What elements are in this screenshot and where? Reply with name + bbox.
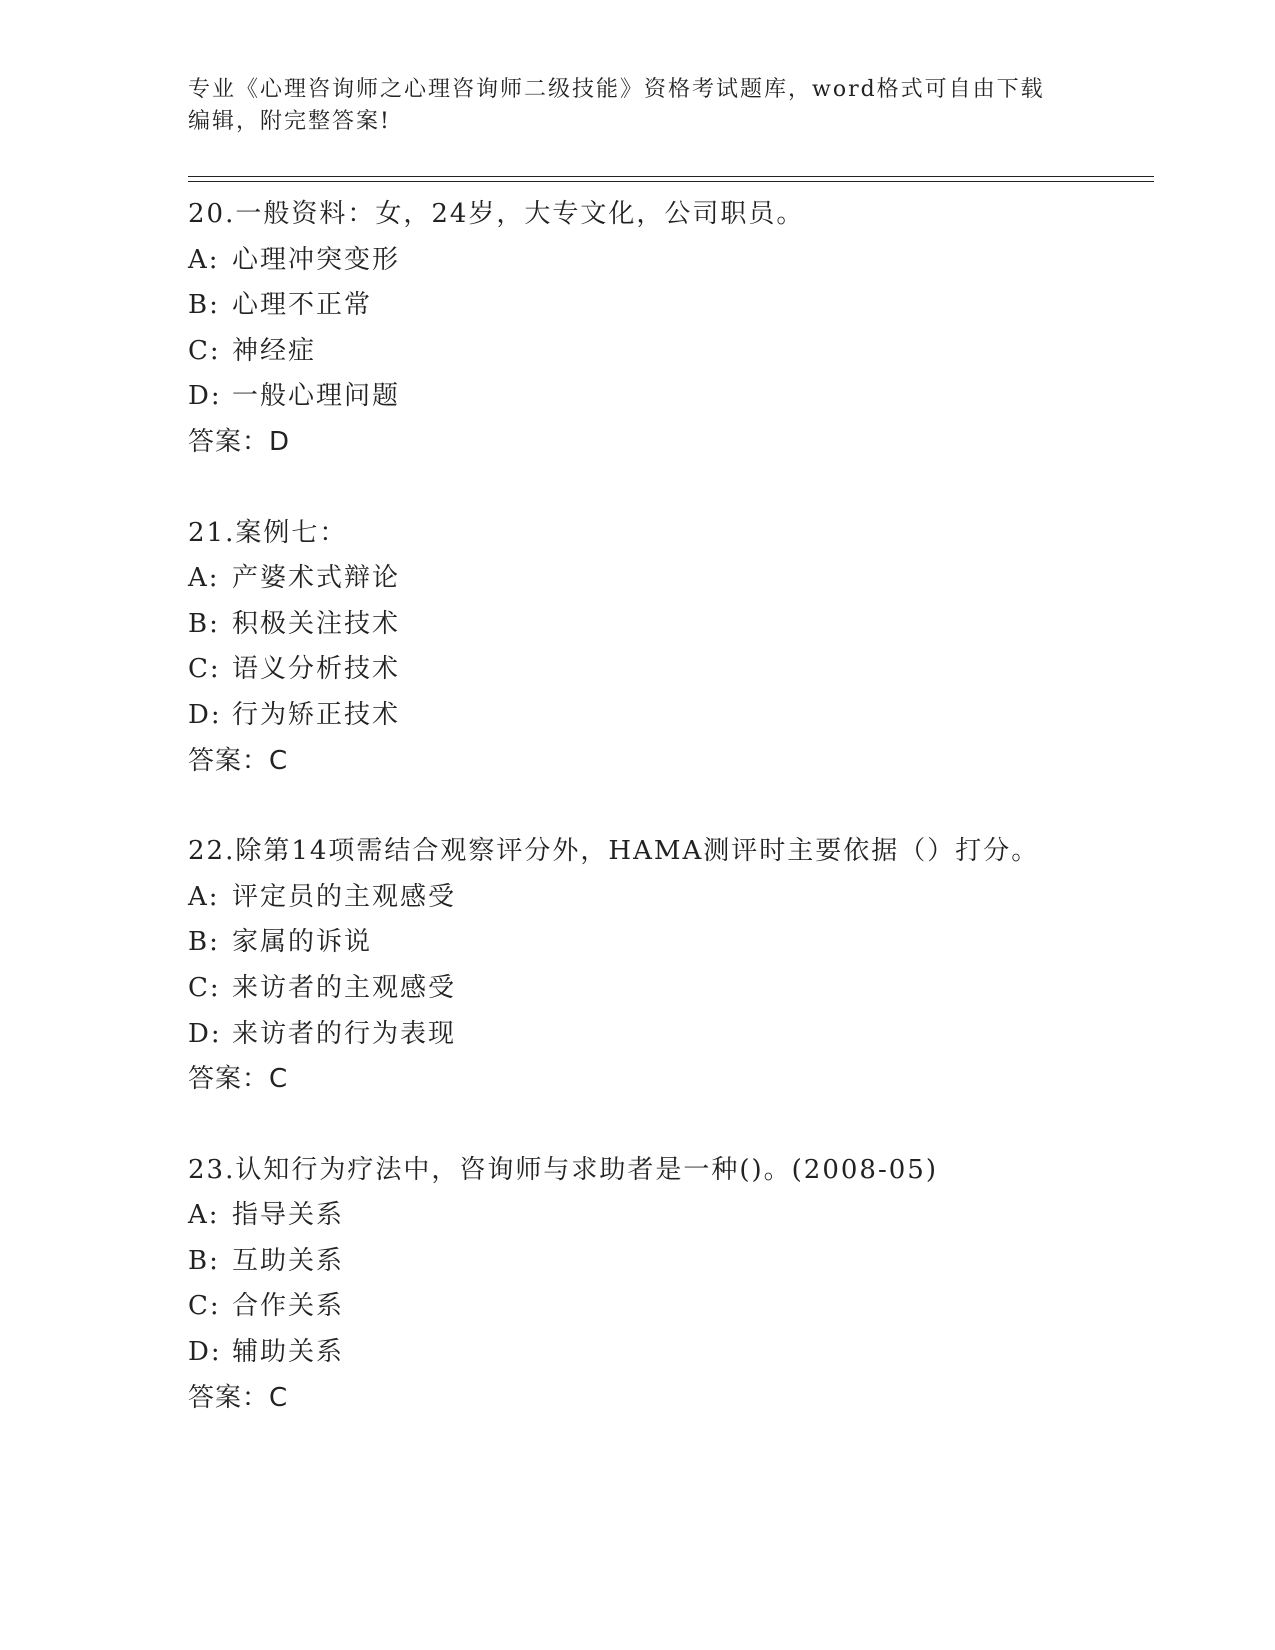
option-text: 指导关系 xyxy=(232,1200,345,1231)
question-22 xyxy=(188,829,1154,1103)
option-letter: B: xyxy=(188,927,220,958)
option-text: 产婆术式辩论 xyxy=(232,563,401,594)
header-divider-bottom xyxy=(188,181,1154,182)
question-stem: 22.除第14项需结合观察评分外，HAMA测评时主要依据（）打分。 xyxy=(188,836,1040,867)
document-header xyxy=(188,74,1068,138)
option-letter: C: xyxy=(188,972,221,1003)
option-b xyxy=(188,283,1154,329)
option-letter: A: xyxy=(188,563,220,594)
option-text: 家属的诉说 xyxy=(232,927,373,958)
option-letter: B: xyxy=(188,608,220,639)
option-letter: B: xyxy=(188,1245,220,1276)
question-21 xyxy=(188,511,1154,785)
option-text: 一般心理问题 xyxy=(232,381,401,412)
option-text: 评定员的主观感受 xyxy=(232,881,457,912)
option-b xyxy=(188,602,1154,648)
option-d xyxy=(188,374,1154,420)
option-letter: A: xyxy=(188,881,220,912)
option-d xyxy=(188,1330,1154,1376)
option-letter: C: xyxy=(188,1291,221,1322)
question-stem: 20.一般资料：女，24岁，大专文化，公司职员。 xyxy=(188,199,805,229)
option-text: 心理冲突变形 xyxy=(232,244,401,275)
answer-line: 答案：C xyxy=(188,1382,289,1413)
option-c xyxy=(188,329,1154,375)
option-letter: D: xyxy=(188,699,222,730)
option-text: 神经症 xyxy=(232,335,317,366)
question-stem: 21.案例七： xyxy=(188,517,348,548)
option-text: 心理不正常 xyxy=(232,290,373,321)
question-stem: 23.认知行为疗法中，咨询师与求助者是一种()。(2008-05) xyxy=(188,1154,938,1185)
header-line-2: 编辑，附完整答案! xyxy=(188,109,391,134)
answer-line: 答案：C xyxy=(188,1064,289,1095)
option-letter: D: xyxy=(188,1337,222,1368)
option-b xyxy=(188,920,1154,966)
option-letter: D: xyxy=(188,381,222,412)
option-a xyxy=(188,556,1154,602)
question-20 xyxy=(188,192,1154,466)
option-text: 来访者的主观感受 xyxy=(232,972,457,1003)
option-a xyxy=(188,1193,1154,1239)
option-d xyxy=(188,693,1154,739)
question-23 xyxy=(188,1148,1154,1422)
option-a xyxy=(188,875,1154,921)
option-text: 语义分析技术 xyxy=(232,654,401,685)
option-letter: B: xyxy=(188,290,220,321)
option-c xyxy=(188,966,1154,1012)
answer-line: 答案：C xyxy=(188,745,289,776)
option-letter: A: xyxy=(188,1200,220,1231)
option-text: 辅助关系 xyxy=(232,1337,345,1368)
option-text: 行为矫正技术 xyxy=(232,699,401,730)
option-b xyxy=(188,1239,1154,1285)
option-a xyxy=(188,238,1154,284)
header-divider-top xyxy=(188,176,1154,177)
option-letter: D: xyxy=(188,1018,222,1049)
option-text: 来访者的行为表现 xyxy=(232,1018,457,1049)
option-c xyxy=(188,647,1154,693)
option-letter: C: xyxy=(188,335,221,366)
option-text: 互助关系 xyxy=(232,1245,345,1276)
question-list xyxy=(188,192,1154,1466)
answer-line: 答案：D xyxy=(188,426,291,457)
option-letter: A: xyxy=(188,244,220,275)
option-text: 合作关系 xyxy=(232,1291,345,1322)
option-c xyxy=(188,1284,1154,1330)
option-d xyxy=(188,1012,1154,1058)
option-text: 积极关注技术 xyxy=(232,608,401,639)
header-line-1: 专业《心理咨询师之心理咨询师二级技能》资格考试题库，word格式可自由下载 xyxy=(188,77,1045,102)
option-letter: C: xyxy=(188,654,221,685)
